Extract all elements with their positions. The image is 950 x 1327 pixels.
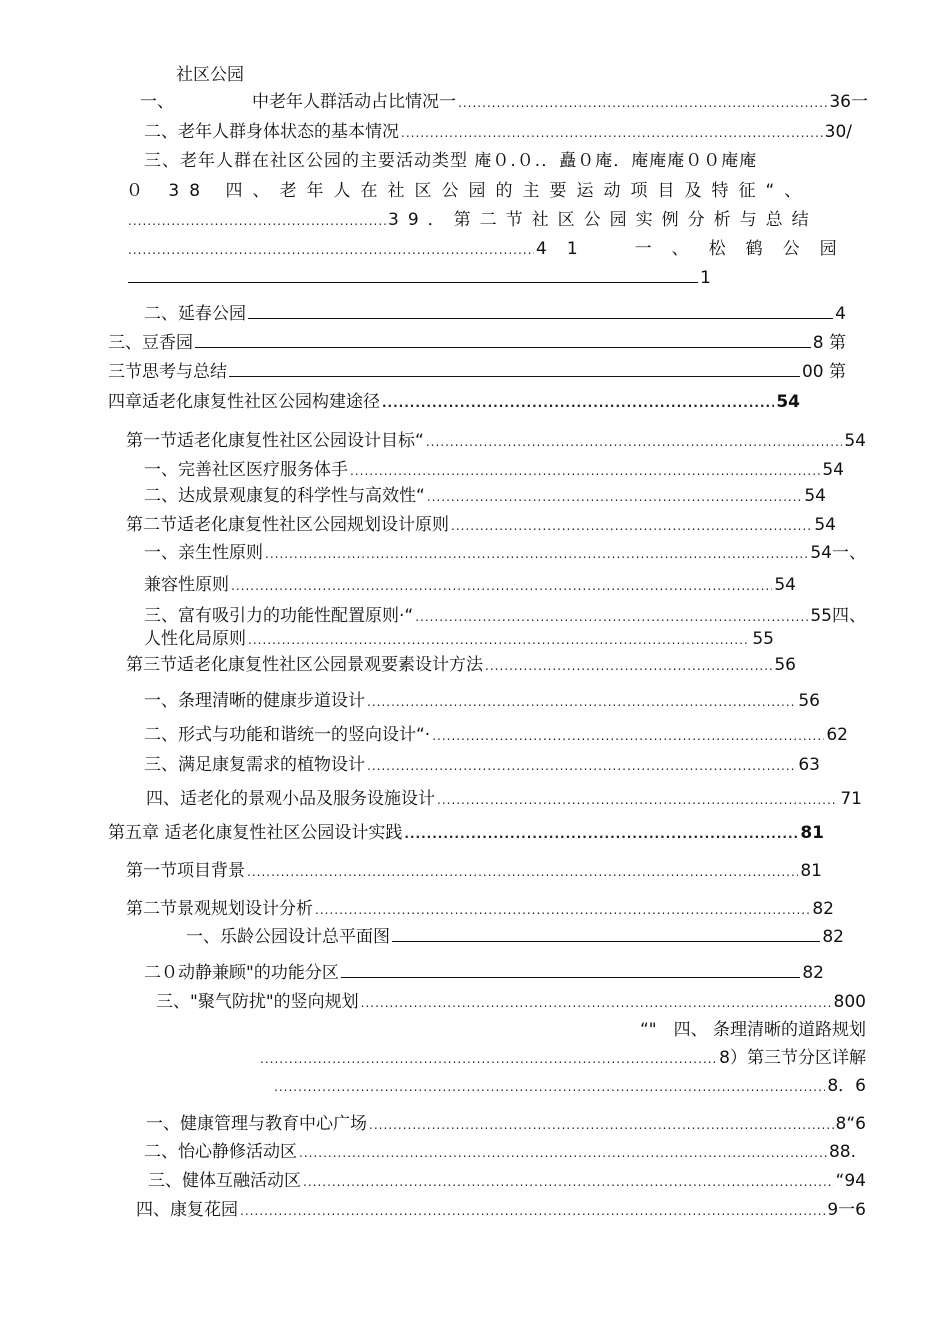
leader-dots	[260, 1048, 717, 1070]
toc-entry-page: 54	[814, 515, 836, 535]
toc-entry-text: ０ 38 四、老年人在社区公园的主要运动项目及特征“、	[126, 181, 812, 201]
toc-entry-page: 82	[822, 927, 844, 947]
toc-entry[interactable]	[144, 542, 866, 565]
leader-dots	[369, 1114, 834, 1136]
toc-entry-title: 三、满足康复需求的植物设计	[144, 755, 365, 775]
toc-entry-page: 36一	[829, 92, 868, 112]
toc-entry[interactable]	[126, 430, 866, 453]
leader-dots	[437, 789, 838, 811]
toc-entry-title: 二、延春公园	[144, 304, 246, 324]
toc-entry-title: 三、健体互融活动区	[148, 1171, 301, 1191]
toc-entry-title: 第一节项目背景	[126, 861, 245, 881]
toc-entry-title: 一、亲生性原则	[144, 543, 263, 563]
leader-dots	[451, 515, 812, 537]
toc-entry-page: 55四、	[810, 606, 866, 626]
toc-entry-page: 00 第	[801, 362, 846, 382]
toc-entry-page: 82	[812, 899, 834, 919]
toc-entry-title: 四章适老化康复性社区公园构建途径	[108, 392, 380, 412]
toc-entry-title: 三、"聚气防扰"的竖向规划	[156, 992, 359, 1012]
toc-entry-title: 二、老年人群身体状态的基本情况	[144, 122, 399, 142]
leader-line	[341, 977, 801, 978]
leader-dots	[231, 575, 772, 597]
toc-entry-page: 30/	[824, 122, 852, 142]
toc-entry[interactable]	[146, 788, 862, 811]
toc-entry-title: 第二节景观规划设计分析	[126, 899, 313, 919]
leader-line	[195, 347, 811, 348]
toc-entry[interactable]	[144, 303, 846, 325]
toc-entry-title: 四、适老化的景观小品及服务设施设计	[146, 789, 435, 809]
leader-line	[392, 941, 820, 942]
toc-entry-title: 四、康复花园	[136, 1200, 238, 1220]
leader-dots	[367, 691, 796, 713]
leader-dots	[240, 1200, 825, 1222]
toc-entry[interactable]	[108, 361, 846, 383]
toc-entry-title: 一、乐龄公园设计总平面图	[186, 927, 390, 947]
toc-entry[interactable]	[108, 332, 846, 354]
leader-dots	[299, 1142, 827, 1164]
toc-entry-page: 1	[700, 268, 711, 288]
toc-entry-number: 一、	[140, 92, 174, 112]
leader-dots	[274, 1076, 825, 1098]
toc-entry-page: 82	[802, 963, 824, 983]
toc-entry-text: 三、老年人群在社区公园的主要活动类型 庵０.０.．矗０庵．庵庵庵００庵庵	[144, 151, 758, 171]
leader-line	[248, 318, 833, 319]
toc-entry-page: 41 一、松鹤公园	[536, 239, 857, 259]
toc-entry[interactable]	[144, 459, 844, 482]
leader-dots	[382, 392, 774, 414]
leader-dots	[303, 1171, 834, 1193]
toc-entry[interactable]	[126, 898, 834, 921]
toc-entry-page: 62	[826, 725, 848, 745]
toc-entry-title: 二、达成景观康复的科学性与高效性“	[144, 486, 425, 506]
toc-entry-page: 8“6	[835, 1114, 866, 1134]
leader-dots	[427, 486, 803, 508]
toc-entry-page: 8）第三节分区详解	[719, 1048, 866, 1068]
toc-entry-page: 4	[835, 304, 846, 324]
toc-entry[interactable]	[144, 1141, 856, 1164]
toc-entry[interactable]	[144, 574, 796, 597]
toc-entry[interactable]	[144, 724, 848, 747]
toc-entry-page: 54	[804, 486, 826, 506]
toc-entry[interactable]	[186, 926, 844, 948]
leader-dots	[128, 239, 534, 261]
leader-dots	[350, 460, 820, 482]
toc-entry[interactable]	[144, 605, 866, 628]
toc-entry-page: 8．6	[827, 1076, 866, 1096]
leader-dots	[265, 543, 808, 565]
leader-line	[128, 282, 698, 283]
leader-dots	[128, 210, 386, 232]
toc-entry[interactable]	[146, 1113, 866, 1136]
toc-entry-page: 54一、	[810, 543, 866, 563]
leader-dots	[415, 606, 808, 628]
toc-entry-title: 三节思考与总结	[108, 362, 227, 382]
toc-entry-page: 54	[774, 575, 796, 595]
leader-dots	[248, 629, 750, 651]
toc-entry-title: 兼容性原则	[144, 575, 229, 595]
toc-entry[interactable]	[126, 267, 711, 289]
toc-entry-title: 第五章 适老化康复性社区公园设计实践	[108, 823, 403, 843]
toc-entry-chapter[interactable]	[108, 391, 800, 414]
toc-entry-page: 39．第二节社区公园实例分析与总结	[388, 210, 818, 230]
toc-entry[interactable]	[126, 238, 857, 261]
toc-entry-title: 二０动静兼顾"的功能分区	[144, 963, 339, 983]
leader-dots	[401, 122, 823, 144]
toc-entry[interactable]	[144, 628, 774, 651]
toc-entry-page: 54	[822, 460, 844, 480]
toc-entry-title: 中老年人群活动占比情况一	[252, 92, 456, 112]
toc-entry-title: 三、富有吸引力的功能性配置原则·“	[144, 606, 414, 626]
toc-entry-title: 二、形式与功能和谐统一的竖向设计“·	[144, 725, 431, 745]
leader-dots	[361, 992, 832, 1014]
toc-entry-page: 63	[798, 755, 820, 775]
leader-dots	[458, 92, 827, 114]
toc-entry[interactable]	[126, 514, 836, 537]
toc-entry[interactable]	[144, 754, 820, 777]
toc-entry-page: 88.	[828, 1142, 856, 1162]
toc-entry-title: 人性化局原则	[144, 629, 246, 649]
toc-entry-page: 9一6	[827, 1200, 866, 1220]
leader-dots	[485, 655, 772, 677]
leader-dots	[426, 431, 843, 453]
toc-entry[interactable]	[126, 654, 796, 677]
leader-dots	[247, 861, 798, 883]
toc-entry[interactable]	[144, 121, 852, 144]
toc-entry-title: 二、怡心静修活动区	[144, 1142, 297, 1162]
toc-entry-page: 56	[798, 691, 820, 711]
toc-entry-title: 一、健康管理与教育中心广场	[146, 1114, 367, 1134]
toc-entry[interactable]	[148, 1170, 866, 1193]
toc-entry-page: 55	[752, 629, 774, 649]
toc-entry-page: 81	[800, 823, 824, 843]
toc-entry-title: 第二节适老化康复性社区公园规划设计原则	[126, 515, 449, 535]
toc-entry-page: 56	[774, 655, 796, 675]
toc-entry-title: 三、豆香园	[108, 333, 193, 353]
toc-entry[interactable]	[258, 1047, 866, 1070]
toc-entry-chapter[interactable]	[108, 822, 824, 845]
leader-line	[229, 376, 800, 377]
toc-entry[interactable]	[126, 209, 846, 232]
toc-entry[interactable]	[144, 962, 824, 984]
leader-dots	[367, 755, 796, 777]
leader-dots	[404, 823, 798, 845]
toc-entry[interactable]	[272, 1075, 866, 1098]
toc-heading: 社区公园	[176, 65, 244, 85]
toc-entry[interactable]	[126, 860, 822, 883]
leader-dots	[432, 725, 824, 747]
toc-entry[interactable]	[156, 991, 866, 1014]
toc-entry-page: 54	[776, 392, 800, 412]
toc-entry-title: 第三节适老化康复性社区公园景观要素设计方法	[126, 655, 483, 675]
toc-entry-page: 800	[833, 992, 866, 1012]
toc-entry[interactable]	[136, 1199, 866, 1222]
toc-entry-title: 一、条理清晰的健康步道设计	[144, 691, 365, 711]
toc-entry-page: 81	[800, 861, 822, 881]
toc-entry-page: 54	[844, 431, 866, 451]
leader-dots	[315, 899, 810, 921]
toc-entry-title: 一、完善社区医疗服务体手	[144, 460, 348, 480]
toc-entry[interactable]	[144, 690, 820, 713]
toc-entry[interactable]	[140, 91, 868, 114]
toc-entry-page: 71	[840, 789, 862, 809]
toc-entry-title: 第一节适老化康复性社区公园设计目标“	[126, 431, 424, 451]
toc-entry[interactable]	[144, 485, 826, 508]
toc-entry-page: “94	[835, 1171, 866, 1191]
toc-entry-page: 8 第	[812, 333, 846, 353]
toc-entry-text: “" 四、 条理清晰的道路规划	[639, 1020, 866, 1040]
